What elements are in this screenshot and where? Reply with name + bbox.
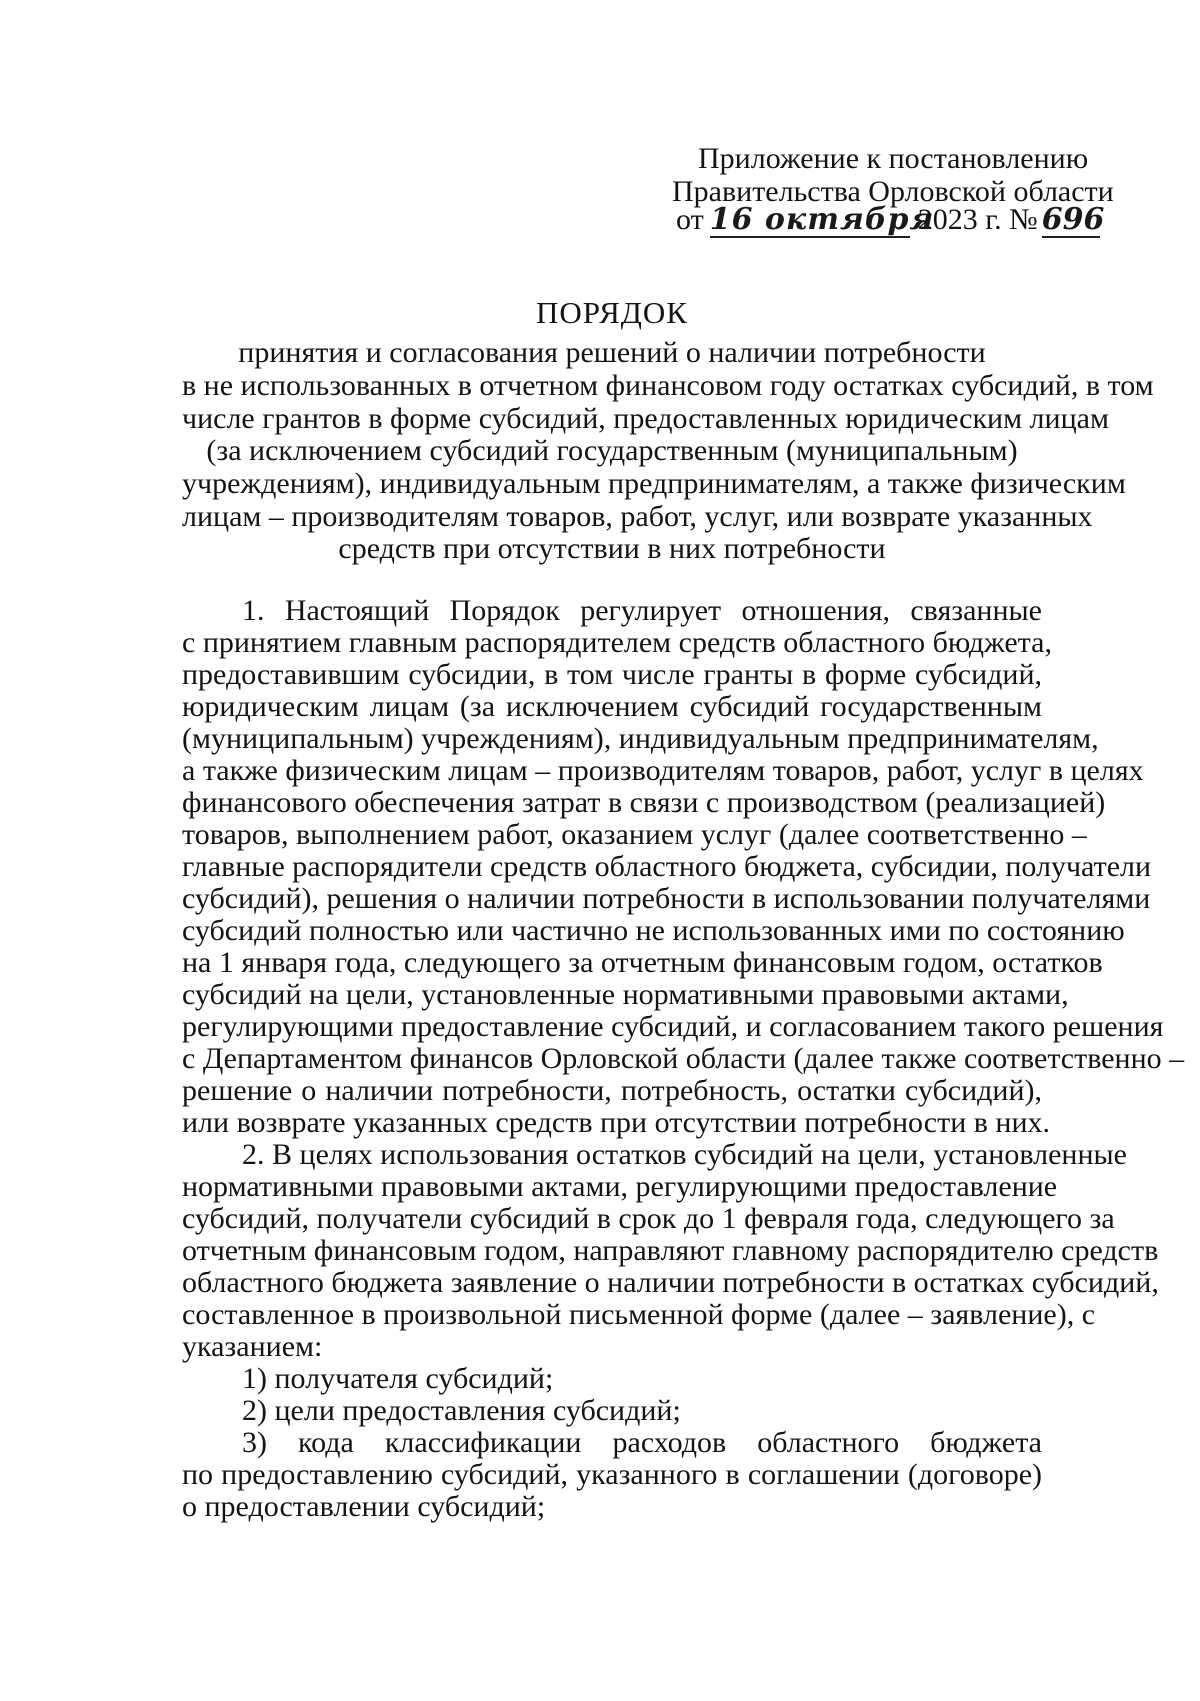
document-title: ПОРЯДОК	[536, 295, 688, 330]
body-line: субсидий, получатели субсидий в срок до 1 февраля года, следующего за	[182, 1202, 1115, 1235]
body-line: а также физическим лицам – производителям товаров, работ, услуг в целях	[182, 754, 1144, 787]
title-line: в не использованных в отчетном финансовом году остатках субсидий, в том	[182, 369, 1154, 402]
title-line: (за исключением субсидий государственным (муниципальным)	[206, 434, 1018, 467]
body-line: главные распорядители средств областного бюджета, субсидии, получатели	[182, 850, 1152, 883]
body-line: по предоставлению субсидий, указанного в соглашении (договоре)	[182, 1458, 1042, 1491]
appendix-header-line-2: Правительства Орловской области	[672, 175, 1114, 208]
body-line: с Департаментом финансов Орловской области (далее также соответственно –	[182, 1042, 1185, 1075]
body-line: товаров, выполнением работ, оказанием услуг (далее соответственно –	[182, 818, 1087, 851]
body-line: (муниципальным) учреждениям), индивидуальным предпринимателям,	[182, 722, 1099, 755]
body-line: составленное в произвольной письменной форме (далее – заявление), с	[182, 1298, 1096, 1331]
body-line: субсидий), решения о наличии потребности в использовании получателями	[182, 882, 1151, 915]
body-line: областного бюджета заявление о наличии потребности в остатках субсидий,	[182, 1266, 1159, 1299]
body-line: или возврате указанных средств при отсутствии потребности в них.	[182, 1106, 1051, 1139]
body-line: на 1 января года, следующего за отчетным финансовым годом, остатков	[182, 946, 1103, 979]
appendix-header-line-1: Приложение к постановлению	[698, 142, 1089, 175]
year-and-number-label: 2023 г. №	[917, 203, 1038, 236]
title-line: средств при отсутствии в них потребности	[338, 532, 886, 565]
body-line: о предоставлении субсидий;	[182, 1490, 546, 1523]
body-line: 2. В целях использования остатков субсидий на цели, установленные	[242, 1138, 1127, 1171]
date-prefix: от	[676, 203, 704, 236]
body-line: предоставившим субсидии, в том числе гранты в форме субсидий,	[182, 658, 1042, 691]
list-item: 1) получателя субсидий;	[242, 1362, 554, 1395]
body-line: субсидий на цели, установленные нормативными правовыми актами,	[182, 978, 1069, 1011]
body-line: 1. Настоящий Порядок регулирует отношения, связанные	[242, 594, 1042, 627]
body-line: с принятием главным распорядителем средств областного бюджета,	[182, 626, 1052, 659]
body-line: юридическим лицам (за исключением субсидий государственным	[182, 690, 1042, 723]
title-line: учреждениям), индивидуальным предпринимателям, а также физическим	[182, 467, 1126, 500]
body-line: регулирующими предоставление субсидий, и согласованием такого решения	[182, 1010, 1164, 1043]
body-line: отчетным финансовым годом, направляют главному распорядителю средств	[182, 1234, 1159, 1267]
title-line: числе грантов в форме субсидий, предоставленных юридическим лицам	[182, 402, 1109, 435]
appendix-header-line-3	[676, 202, 1105, 238]
body-line: решение о наличии потребности, потребность, остатки субсидий),	[182, 1074, 1042, 1107]
title-line: лицам – производителям товаров, работ, услуг, или возврате указанных	[182, 500, 1093, 533]
body-line: нормативными правовыми актами, регулирующими предоставление	[182, 1170, 1058, 1203]
list-item: 2) цели предоставления субсидий;	[242, 1394, 681, 1427]
body-line: указанием:	[182, 1330, 323, 1363]
title-line: принятия и согласования решений о наличии потребности	[238, 336, 986, 369]
handwritten-date: 16 октября	[709, 202, 935, 237]
handwritten-number: 696	[1041, 202, 1105, 237]
body-line: финансового обеспечения затрат в связи с производством (реализацией)	[182, 786, 1106, 819]
body-line: субсидий полностью или частично не использованных ими по состоянию	[182, 914, 1125, 947]
list-item: 3) кода классификации расходов областного бюджета	[242, 1426, 1042, 1459]
